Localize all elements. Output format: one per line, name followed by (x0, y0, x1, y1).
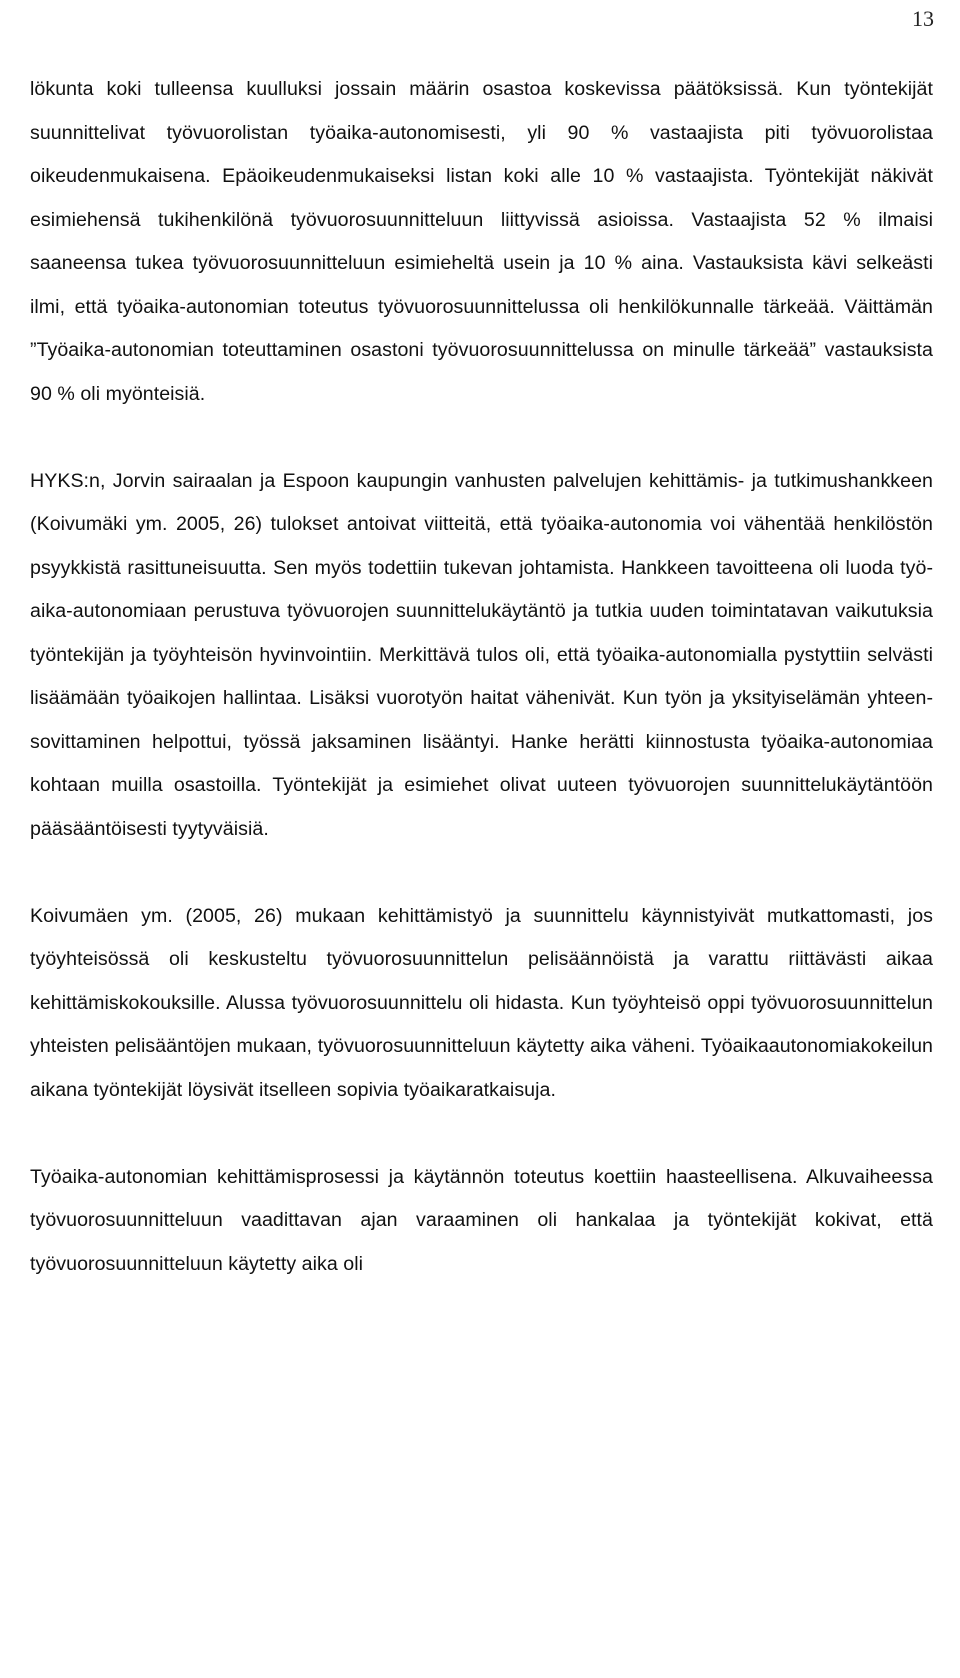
page-number: 13 (912, 6, 934, 31)
paragraph-4: Työaika-autonomian kehittämisprosessi ja käytännön toteutus koettiin haasteellisena. Alkuvaiheessa työvuorosuunnitteluun vaadittavan ajan varaaminen oli hankalaa ja työntekijät kokivat, että työvuorosuunnitteluun käytetty aika oli (30, 1165, 933, 1275)
paragraph-2: HYKS:n, Jorvin sairaalan ja Espoon kaupungin vanhusten palvelujen kehittämis- ja tutkimushankkeen (Koivumäki ym. 2005, 26) tulokset antoivat viitteitä, että työaika-autonomia voi vähentää henkilöstön psyykkistä rasittuneisuutta. Sen myös todettiin tukevan johtamista. Hankkeen tavoitteena oli luoda työaika-autonomiaan perustuva työvuorojen suunnittelukäytäntö ja tutkia uuden toimintatavan vaikutuksia työntekijän ja työyhteisön hyvinvointiin. Merkittävä tulos oli, että työaika-autonomialla pystyttiin selvästi lisäämään työaikojen hallintaa. Lisäksi vuorotyön haitat vähenivät. Kun työn ja yksityiselämän yhteensovittaminen helpottui, työssä jaksaminen lisääntyi. Hanke herätti kiinnostusta työaika-autonomiaa kohtaan muilla osastoilla. Työntekijät ja esimiehet olivat uuteen työvuorojen suunnittelukäytäntöön pääsääntöisesti tyytyväisiä. (30, 469, 933, 840)
paragraph-1: lökunta koki tulleensa kuulluksi jossain määrin osastoa koskevissa päätöksissä. Kun työntekijät suunnittelivat työvuorolistan työaika-autonomisesti, yli 90 % vastaajista piti työvuorolistaa oikeudenmukaisena. Epäoikeudenmukaiseksi listan koki alle 10 % vastaajista. Työntekijät näkivät esimiehensä tukihenkilönä työvuorosuunnitteluun liittyvissä asioissa. Vastaajista 52 % ilmaisi saaneensa tukea työvuorosuunnitteluun esimieheltä usein ja 10 % aina. Vastauksista kävi selkeästi ilmi, että työaika-autonomian toteutus työvuorosuunnittelussa oli henkilökunnalle tärkeää. Väittämän ”Työaika-autonomian toteuttaminen osastoni työvuorosuunnittelussa on minulle tärkeää” vastauksista 90 % oli myönteisiä. (30, 78, 933, 405)
body-text (30, 68, 933, 1286)
paragraph-3: Koivumäen ym. (2005, 26) mukaan kehittämistyö ja suunnittelu käynnistyivät mutkattomasti, jos työyhteisössä oli keskusteltu työvuorosuunnittelun pelisäännöistä ja varattu riittävästi aikaa kehittämiskokouksille. Alussa työvuorosuunnittelu oli hidasta. Kun työyhteisö oppi työvuorosuunnittelun yhteisten pelisääntöjen mukaan, työvuorosuunnitteluun käytetty aika väheni. Työaikaautonomiakokeilun aikana työntekijät löysivät itselleen sopivia työaikaratkaisuja. (30, 904, 933, 1101)
